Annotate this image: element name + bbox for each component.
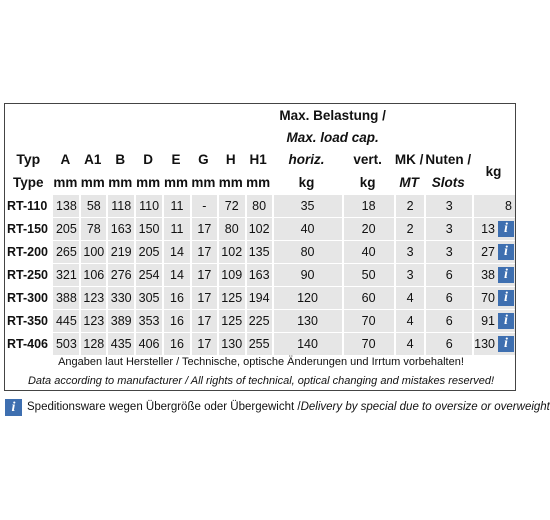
col-header-h: H bbox=[225, 151, 236, 167]
info-icon[interactable]: i bbox=[498, 336, 514, 352]
unit-kg-horiz: kg bbox=[298, 174, 315, 190]
cell-b: 389 bbox=[106, 309, 134, 332]
spec-table bbox=[5, 104, 515, 355]
cell-a1: 128 bbox=[79, 332, 106, 355]
cell-d: 353 bbox=[134, 309, 162, 332]
col-header-d: D bbox=[143, 151, 153, 167]
manufacturer-note-en: Data according to manufacturer / All rights of technical, optical changing and mistakes reserved! bbox=[27, 375, 495, 387]
table-row bbox=[5, 309, 515, 332]
table-row bbox=[5, 263, 515, 286]
cell-horiz: 130 bbox=[272, 309, 342, 332]
cell-mk: 4 bbox=[394, 309, 425, 332]
cell-type: RT-200 bbox=[5, 240, 51, 263]
max-load-label-en: Max. load cap. bbox=[286, 129, 379, 145]
cell-g: 17 bbox=[190, 263, 217, 286]
table-row bbox=[5, 194, 515, 217]
cell-b: 330 bbox=[106, 286, 134, 309]
cell-a1: 123 bbox=[79, 286, 106, 309]
weight-value: 27 bbox=[481, 245, 495, 259]
cell-vert: 40 bbox=[342, 240, 394, 263]
cell-type: RT-250 bbox=[5, 263, 51, 286]
unit-mm: mm bbox=[136, 174, 161, 190]
cell-vert: 70 bbox=[342, 332, 394, 355]
cell-type: RT-300 bbox=[5, 286, 51, 309]
unit-mm: mm bbox=[108, 174, 133, 190]
cell-e: 11 bbox=[162, 194, 190, 217]
unit-mm: mm bbox=[53, 174, 78, 190]
cell-b: 435 bbox=[106, 332, 134, 355]
col-header-horiz: horiz. bbox=[288, 151, 325, 167]
cell-vert: 20 bbox=[342, 217, 394, 240]
info-icon[interactable]: i bbox=[498, 244, 514, 260]
cell-e: 16 bbox=[162, 286, 190, 309]
spec-table-frame bbox=[4, 103, 516, 391]
cell-horiz: 90 bbox=[272, 263, 342, 286]
cell-weight bbox=[472, 263, 515, 286]
weight-value: 70 bbox=[481, 291, 495, 305]
cell-a: 388 bbox=[51, 286, 79, 309]
table-row bbox=[5, 217, 515, 240]
table-row bbox=[5, 286, 515, 309]
col-header-vert: vert. bbox=[353, 151, 382, 167]
unit-kg-vert: kg bbox=[359, 174, 376, 190]
cell-mk: 3 bbox=[394, 240, 425, 263]
cell-mk: 4 bbox=[394, 332, 425, 355]
cell-d: 254 bbox=[134, 263, 162, 286]
cell-g: 17 bbox=[190, 217, 217, 240]
header-row-4 bbox=[5, 170, 515, 194]
cell-nuten: 3 bbox=[424, 217, 472, 240]
cell-weight bbox=[472, 309, 515, 332]
spec-table-body bbox=[5, 194, 515, 355]
cell-a: 205 bbox=[51, 217, 79, 240]
cell-h1: 163 bbox=[245, 263, 272, 286]
cell-nuten: 3 bbox=[424, 240, 472, 263]
cell-h1: 102 bbox=[245, 217, 272, 240]
cell-type: RT-150 bbox=[5, 217, 51, 240]
cell-a1: 58 bbox=[79, 194, 106, 217]
col-header-b: B bbox=[115, 151, 126, 167]
cell-h: 130 bbox=[217, 332, 245, 355]
col-header-typ: Typ bbox=[16, 151, 41, 167]
cell-a: 265 bbox=[51, 240, 79, 263]
cell-e: 11 bbox=[162, 217, 190, 240]
cell-a: 138 bbox=[51, 194, 79, 217]
cell-g: 17 bbox=[190, 286, 217, 309]
unit-mm: mm bbox=[163, 174, 188, 190]
legend-text-en: Delivery by special due to oversize or overweight bbox=[300, 401, 550, 413]
info-icon[interactable]: i bbox=[498, 313, 514, 329]
cell-weight bbox=[472, 286, 515, 309]
cell-h: 109 bbox=[217, 263, 245, 286]
weight-value: 91 bbox=[481, 314, 495, 328]
cell-d: 205 bbox=[134, 240, 162, 263]
weight-value: 38 bbox=[481, 268, 495, 282]
cell-h1: 80 bbox=[245, 194, 272, 217]
cell-weight bbox=[472, 194, 515, 217]
col-header-mk: MK / bbox=[394, 151, 424, 167]
cell-b: 118 bbox=[106, 194, 134, 217]
info-icon[interactable]: i bbox=[498, 290, 514, 306]
info-icon[interactable]: i bbox=[498, 221, 514, 237]
col-header-h1: H1 bbox=[249, 151, 267, 167]
cell-d: 305 bbox=[134, 286, 162, 309]
col-header-weight: kg bbox=[485, 163, 502, 179]
cell-mk: 2 bbox=[394, 194, 425, 217]
shipping-legend bbox=[5, 398, 550, 416]
cell-g: - bbox=[190, 194, 217, 217]
cell-weight bbox=[472, 240, 515, 263]
unit-mm: mm bbox=[191, 174, 216, 190]
cell-horiz: 80 bbox=[272, 240, 342, 263]
cell-a1: 78 bbox=[79, 217, 106, 240]
cell-vert: 60 bbox=[342, 286, 394, 309]
cell-weight bbox=[472, 217, 515, 240]
cell-horiz: 40 bbox=[272, 217, 342, 240]
cell-horiz: 35 bbox=[272, 194, 342, 217]
cell-h1: 194 bbox=[245, 286, 272, 309]
cell-e: 14 bbox=[162, 240, 190, 263]
cell-nuten: 6 bbox=[424, 332, 472, 355]
cell-b: 219 bbox=[106, 240, 134, 263]
cell-a: 503 bbox=[51, 332, 79, 355]
cell-h: 72 bbox=[217, 194, 245, 217]
cell-type: RT-350 bbox=[5, 309, 51, 332]
cell-nuten: 3 bbox=[424, 194, 472, 217]
cell-horiz: 120 bbox=[272, 286, 342, 309]
cell-h1: 135 bbox=[245, 240, 272, 263]
info-icon: i bbox=[5, 399, 22, 416]
unit-mm: mm bbox=[246, 174, 271, 190]
cell-type: RT-406 bbox=[5, 332, 51, 355]
cell-a1: 100 bbox=[79, 240, 106, 263]
cell-nuten: 6 bbox=[424, 286, 472, 309]
cell-horiz: 140 bbox=[272, 332, 342, 355]
cell-h: 125 bbox=[217, 286, 245, 309]
cell-h: 125 bbox=[217, 309, 245, 332]
col-header-g: G bbox=[198, 151, 209, 167]
cell-b: 163 bbox=[106, 217, 134, 240]
cell-b: 276 bbox=[106, 263, 134, 286]
cell-vert: 18 bbox=[342, 194, 394, 217]
cell-mk: 2 bbox=[394, 217, 425, 240]
cell-a: 321 bbox=[51, 263, 79, 286]
cell-e: 14 bbox=[162, 263, 190, 286]
cell-g: 17 bbox=[190, 332, 217, 355]
header-row-3 bbox=[5, 148, 515, 170]
cell-mk: 3 bbox=[394, 263, 425, 286]
cell-mk: 4 bbox=[394, 286, 425, 309]
cell-g: 17 bbox=[190, 240, 217, 263]
cell-type: RT-110 bbox=[5, 194, 51, 217]
cell-h1: 225 bbox=[245, 309, 272, 332]
weight-value: 130 bbox=[474, 337, 495, 351]
col-header-nuten: Nuten / bbox=[425, 151, 472, 167]
cell-h: 102 bbox=[217, 240, 245, 263]
cell-a1: 123 bbox=[79, 309, 106, 332]
unit-mm: mm bbox=[80, 174, 105, 190]
manufacturer-note-de: Angaben laut Hersteller / Technische, optische Änderungen und Irrtum vorbehalten! bbox=[58, 356, 464, 368]
cell-d: 110 bbox=[134, 194, 162, 217]
col-header-slots: Slots bbox=[431, 174, 465, 190]
cell-g: 17 bbox=[190, 309, 217, 332]
cell-a: 445 bbox=[51, 309, 79, 332]
cell-weight bbox=[472, 332, 515, 355]
col-header-mt: MT bbox=[399, 174, 419, 190]
cell-h1: 255 bbox=[245, 332, 272, 355]
header-row-1 bbox=[5, 104, 515, 126]
weight-value: 13 bbox=[481, 222, 495, 236]
cell-d: 150 bbox=[134, 217, 162, 240]
col-header-a: A bbox=[60, 151, 71, 167]
cell-vert: 50 bbox=[342, 263, 394, 286]
cell-h: 80 bbox=[217, 217, 245, 240]
cell-nuten: 6 bbox=[424, 263, 472, 286]
cell-e: 16 bbox=[162, 332, 190, 355]
col-header-type: Type bbox=[12, 174, 44, 190]
table-row bbox=[5, 240, 515, 263]
cell-e: 16 bbox=[162, 309, 190, 332]
col-header-e: E bbox=[171, 151, 181, 167]
weight-value: 8 bbox=[505, 199, 512, 213]
cell-vert: 70 bbox=[342, 309, 394, 332]
table-row bbox=[5, 332, 515, 355]
legend-text-de: Speditionsware wegen Übergröße oder Übergewicht / bbox=[27, 401, 301, 413]
cell-a1: 106 bbox=[79, 263, 106, 286]
info-icon[interactable]: i bbox=[498, 267, 514, 283]
cell-nuten: 6 bbox=[424, 309, 472, 332]
col-header-a1: A1 bbox=[84, 151, 102, 167]
max-load-label: Max. Belastung / bbox=[279, 107, 386, 123]
cell-d: 406 bbox=[134, 332, 162, 355]
unit-mm: mm bbox=[218, 174, 243, 190]
header-row-2 bbox=[5, 126, 515, 148]
